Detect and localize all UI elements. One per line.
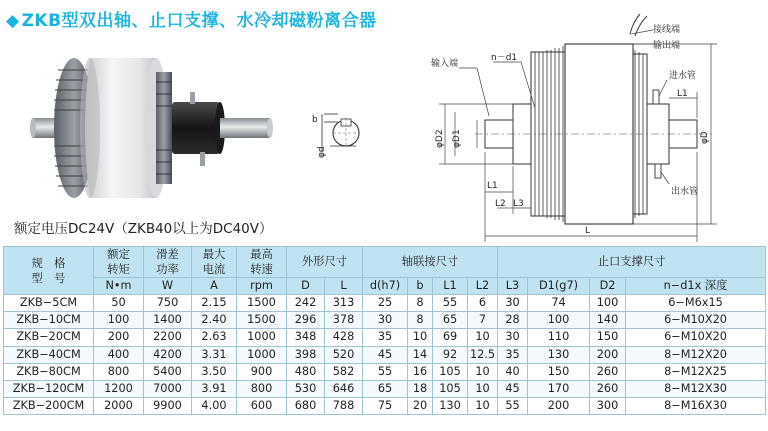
table-cell: 2.15 <box>192 295 237 312</box>
table-cell: 520 <box>325 346 363 363</box>
table-cell: 40 <box>498 363 528 380</box>
header-L1: L1 <box>433 278 468 295</box>
table-cell: 100 <box>590 295 626 312</box>
table-cell: 788 <box>325 398 363 415</box>
table-cell: ZKB−10CM <box>4 312 94 329</box>
header-model: 规 格 型 号 <box>4 247 94 295</box>
table-row <box>4 380 766 397</box>
label-phiD1: φD1 <box>452 129 462 148</box>
label-L1-right: L1 <box>677 89 688 99</box>
table-cell: 30 <box>498 329 528 346</box>
table-row <box>4 329 766 346</box>
table-cell: 2.63 <box>192 329 237 346</box>
table-cell: 8−M12X20 <box>626 346 766 363</box>
table-cell: 530 <box>287 380 325 397</box>
header-torque: 额定 转矩 <box>94 247 144 278</box>
table-cell: 428 <box>325 329 363 346</box>
table-row <box>4 295 766 312</box>
table-cell: 55 <box>498 398 528 415</box>
table-cell: 800 <box>237 380 287 397</box>
table-row <box>4 398 766 415</box>
table-cell: 5400 <box>144 363 192 380</box>
table-cell: ZKB−120CM <box>4 380 94 397</box>
label-phiD2: φD2 <box>435 129 445 148</box>
table-cell: 130 <box>433 398 468 415</box>
table-cell: 6−M10X20 <box>626 329 766 346</box>
shaft-section-diagram <box>308 108 373 168</box>
table-cell: 750 <box>144 295 192 312</box>
label-input: 输入端 <box>431 59 459 69</box>
table-cell: 20 <box>408 398 433 415</box>
table-row <box>4 346 766 363</box>
table-cell: 260 <box>590 363 626 380</box>
table-cell: 50 <box>94 295 144 312</box>
header-L3: L3 <box>498 278 528 295</box>
table-cell: 8−M12X25 <box>626 363 766 380</box>
table-cell: ZKB−5CM <box>4 295 94 312</box>
label-water-in: 进水管 <box>669 71 697 81</box>
table-cell: 150 <box>528 363 590 380</box>
table-cell: ZKB−40CM <box>4 346 94 363</box>
table-cell: 92 <box>433 346 468 363</box>
table-cell: 260 <box>590 380 626 397</box>
table-cell: 582 <box>325 363 363 380</box>
header-spigot-dims: 止口支撑尺寸 <box>498 247 766 278</box>
table-cell: 646 <box>325 380 363 397</box>
table-cell: 140 <box>590 312 626 329</box>
table-cell: 9900 <box>144 398 192 415</box>
header-nd1x: n−d1x 深度 <box>626 278 766 295</box>
table-cell: 10 <box>408 329 433 346</box>
label-L1-left: L1 <box>487 181 498 191</box>
label-L: L <box>585 226 591 236</box>
table-cell: 25 <box>363 295 408 312</box>
diamond-bullet-icon: ◆ <box>6 11 20 31</box>
table-cell: 200 <box>94 329 144 346</box>
table-cell: 1000 <box>237 329 287 346</box>
label-phiD: φD <box>700 131 710 144</box>
header-L2: L2 <box>468 278 498 295</box>
table-cell: 45 <box>363 346 408 363</box>
table-cell: 35 <box>363 329 408 346</box>
label-water-out: 出水管 <box>671 187 699 197</box>
table-cell: 3.91 <box>192 380 237 397</box>
table-cell: 900 <box>237 363 287 380</box>
table-cell: 75 <box>363 398 408 415</box>
table-cell: 8−M12X30 <box>626 380 766 397</box>
table-cell: 55 <box>433 295 468 312</box>
header-outer-dims: 外形尺寸 <box>287 247 363 278</box>
table-cell: 150 <box>590 329 626 346</box>
voltage-note: 额定电压DC24V（ZKB40以上为DC40V） <box>14 221 273 237</box>
table-cell: 800 <box>94 363 144 380</box>
table-cell: 2.40 <box>192 312 237 329</box>
table-cell: 170 <box>528 380 590 397</box>
header-slip-power: 滑差 功率 <box>144 247 192 278</box>
header-D1g7: D1(g7) <box>528 278 590 295</box>
table-cell: 65 <box>433 312 468 329</box>
table-cell: 1200 <box>94 380 144 397</box>
table-cell: 600 <box>237 398 287 415</box>
table-cell: 4200 <box>144 346 192 363</box>
table-cell: 8 <box>408 295 433 312</box>
table-cell: 30 <box>363 312 408 329</box>
table-cell: 313 <box>325 295 363 312</box>
table-cell: 7000 <box>144 380 192 397</box>
table-cell: 18 <box>408 380 433 397</box>
table-row <box>4 312 766 329</box>
header-dh7: d(h7) <box>363 278 408 295</box>
table-cell: 7 <box>468 312 498 329</box>
label-d: φd <box>317 146 327 158</box>
table-cell: 200 <box>590 346 626 363</box>
label-L2: L2 <box>495 199 506 209</box>
table-cell: 10 <box>468 329 498 346</box>
header-b: b <box>408 278 433 295</box>
header-current: 最大 电流 <box>192 247 237 278</box>
table-cell: 398 <box>287 346 325 363</box>
table-cell: 100 <box>94 312 144 329</box>
header-speed-unit: rpm <box>237 278 287 295</box>
product-photo <box>30 40 275 220</box>
header-current-unit: A <box>192 278 237 295</box>
table-cell: 1000 <box>237 346 287 363</box>
table-cell: 35 <box>498 346 528 363</box>
header-speed: 最高 转速 <box>237 247 287 278</box>
label-n-d1: n－d1 <box>491 53 518 63</box>
table-cell: 55 <box>363 363 408 380</box>
table-cell: 1500 <box>237 312 287 329</box>
table-cell: 110 <box>528 329 590 346</box>
table-cell: 300 <box>590 398 626 415</box>
table-row <box>4 363 766 380</box>
header-L: L <box>325 278 363 295</box>
table-cell: 348 <box>287 329 325 346</box>
table-cell: 6 <box>468 295 498 312</box>
table-cell: 16 <box>408 363 433 380</box>
table-cell: 10 <box>468 363 498 380</box>
table-cell: 65 <box>363 380 408 397</box>
label-output: 输出端 <box>653 41 681 51</box>
label-L3: L3 <box>513 199 524 209</box>
table-cell: 242 <box>287 295 325 312</box>
table-cell: 1400 <box>144 312 192 329</box>
header-power-unit: W <box>144 278 192 295</box>
table-cell: 105 <box>433 380 468 397</box>
table-cell: 14 <box>408 346 433 363</box>
table-cell: 100 <box>528 312 590 329</box>
table-cell: 105 <box>433 363 468 380</box>
dimension-drawing <box>425 12 725 244</box>
table-cell: 8−M16X30 <box>626 398 766 415</box>
table-cell: 12.5 <box>468 346 498 363</box>
table-cell: 480 <box>287 363 325 380</box>
table-cell: 28 <box>498 312 528 329</box>
table-cell: 130 <box>528 346 590 363</box>
table-cell: 680 <box>287 398 325 415</box>
table-cell: 3.31 <box>192 346 237 363</box>
table-cell: 200 <box>528 398 590 415</box>
spec-table <box>3 246 766 415</box>
table-cell: 296 <box>287 312 325 329</box>
header-shaft-dims: 轴联接尺寸 <box>363 247 498 278</box>
table-cell: 30 <box>498 295 528 312</box>
header-torque-unit: N•m <box>94 278 144 295</box>
table-cell: 6−M6x15 <box>626 295 766 312</box>
table-cell: 6−M10X20 <box>626 312 766 329</box>
table-cell: 1500 <box>237 295 287 312</box>
table-cell: 45 <box>498 380 528 397</box>
table-cell: 378 <box>325 312 363 329</box>
page-title <box>6 6 377 31</box>
table-cell: 69 <box>433 329 468 346</box>
label-b: b <box>312 115 318 125</box>
title-text: ZKB型双出轴、止口支撑、水冷却磁粉离合器 <box>21 11 377 31</box>
header-D: D <box>287 278 325 295</box>
spec-table-body <box>4 295 766 415</box>
table-cell: 8 <box>408 312 433 329</box>
table-cell: 10 <box>468 398 498 415</box>
table-cell: ZKB−80CM <box>4 363 94 380</box>
table-cell: 2200 <box>144 329 192 346</box>
header-D2: D2 <box>590 278 626 295</box>
table-cell: 4.00 <box>192 398 237 415</box>
table-cell: ZKB−200CM <box>4 398 94 415</box>
table-cell: 2000 <box>94 398 144 415</box>
table-cell: 400 <box>94 346 144 363</box>
label-terminal: 接线端 <box>653 25 681 35</box>
table-cell: 10 <box>468 380 498 397</box>
table-cell: ZKB−20CM <box>4 329 94 346</box>
table-cell: 3.50 <box>192 363 237 380</box>
table-cell: 74 <box>528 295 590 312</box>
